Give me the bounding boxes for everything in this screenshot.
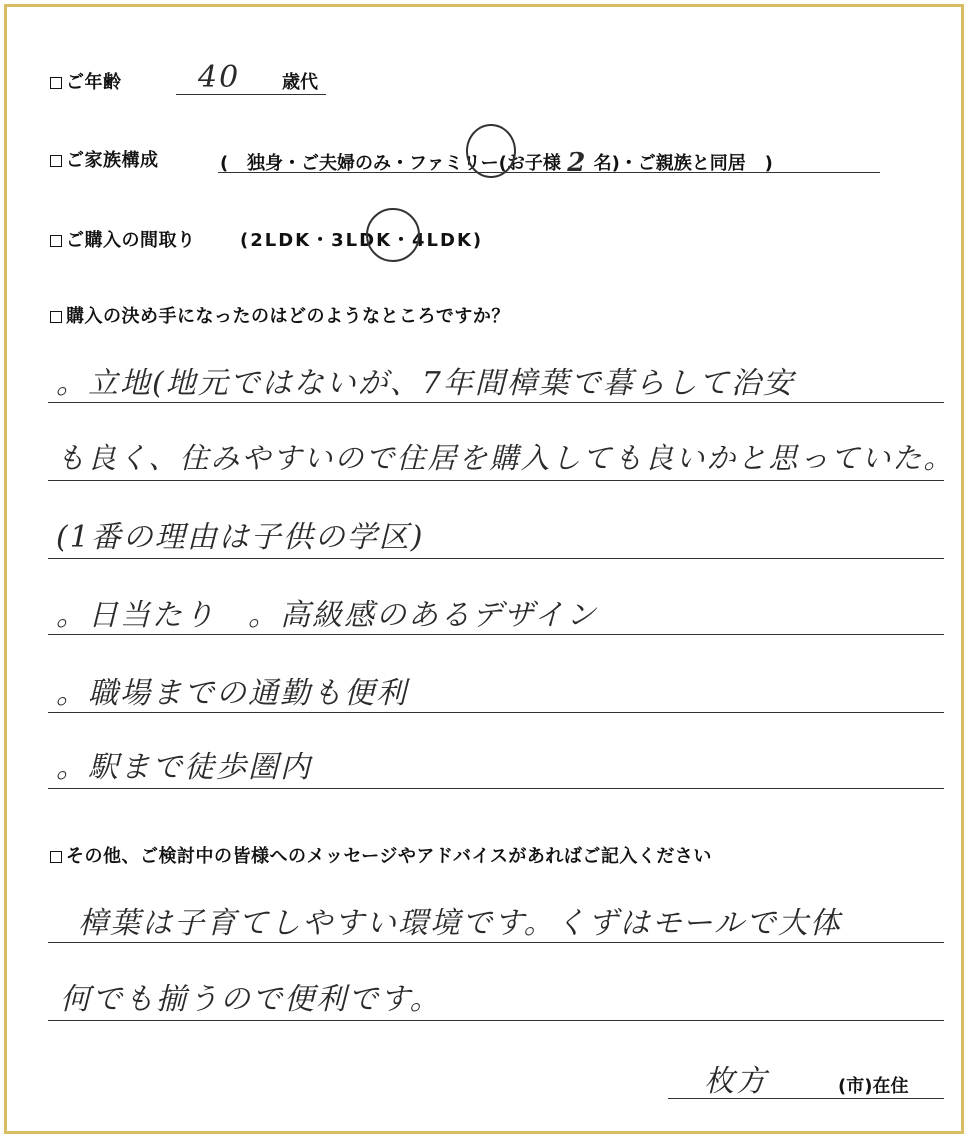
message-label: その他、ご検討中の皆様へのメッセージやアドバイスがあればご記入ください [66,846,712,867]
age-label: ご年齢 [66,72,122,93]
family-label-row [50,146,159,172]
residence-underline [668,1098,944,1099]
age-value: 40 [198,60,241,95]
age-underline [176,94,326,95]
deciding-factor-label: 購入の決め手になったのはどのようなところですか？ [66,306,510,327]
family-label: ご家族構成 [66,150,159,171]
family-options-middle: リー(お子様 [462,153,561,174]
family-checkbox[interactable] [50,155,62,167]
writing-line-1 [48,402,944,403]
family-close-paren: ) [764,153,773,174]
age-checkbox[interactable] [50,77,62,89]
deciding-factor-line-2: も良く、住みやすいので住居を購入しても良いかと思っていた。 [56,441,955,475]
layout-selected[interactable]: LD [345,230,377,251]
message-writing-line-2 [48,1020,944,1021]
deciding-factor-line-4: 。日当たり 。高級感のあるデザイン [56,598,598,633]
age-label-row [50,68,122,94]
layout-label-row [50,226,196,252]
residence-city: 枚方 [704,1064,768,1099]
deciding-factor-line-5: 。職場までの通勤も便利 [56,676,408,711]
layout-options [240,226,483,252]
message-line-1: 樟葉は子育てしやすい環境です。くずはモールで大体 [78,906,842,941]
layout-label: ご購入の間取り [66,230,196,251]
deciding-factor-line-6: 。駅まで徒歩圏内 [56,750,312,785]
layout-suffix: K・4LDK) [376,230,484,251]
children-count: 2 [567,148,588,178]
family-selected-option[interactable]: ミ [444,153,463,174]
residence-suffix: (市)在住 [838,1076,909,1097]
writing-line-2 [48,480,944,481]
age-suffix: 歳代 [282,72,318,93]
writing-line-3 [48,558,944,559]
message-writing-line-1 [48,942,944,943]
layout-prefix: (2LDK・3 [240,230,346,251]
writing-line-4 [48,634,944,635]
deciding-factor-line-1: 。立地(地元ではないが、7年間樟葉で暮らして治安 [56,366,795,401]
deciding-factor-checkbox[interactable] [50,311,62,323]
family-underline [218,172,880,173]
layout-checkbox[interactable] [50,235,62,247]
deciding-factor-line-3: (1番の理由は子供の学区) [56,520,425,555]
message-line-2: 何でも揃うので便利です。 [60,982,442,1017]
family-options-before: 独身・ご夫婦のみ・ファ [247,153,445,174]
family-open-paren: ( [220,153,229,174]
writing-line-6 [48,788,944,789]
message-label-row [50,842,712,868]
family-options-after: 名)・ご親族と同居 [593,153,746,174]
deciding-factor-label-row [50,302,510,328]
message-checkbox[interactable] [50,851,62,863]
writing-line-5 [48,712,944,713]
